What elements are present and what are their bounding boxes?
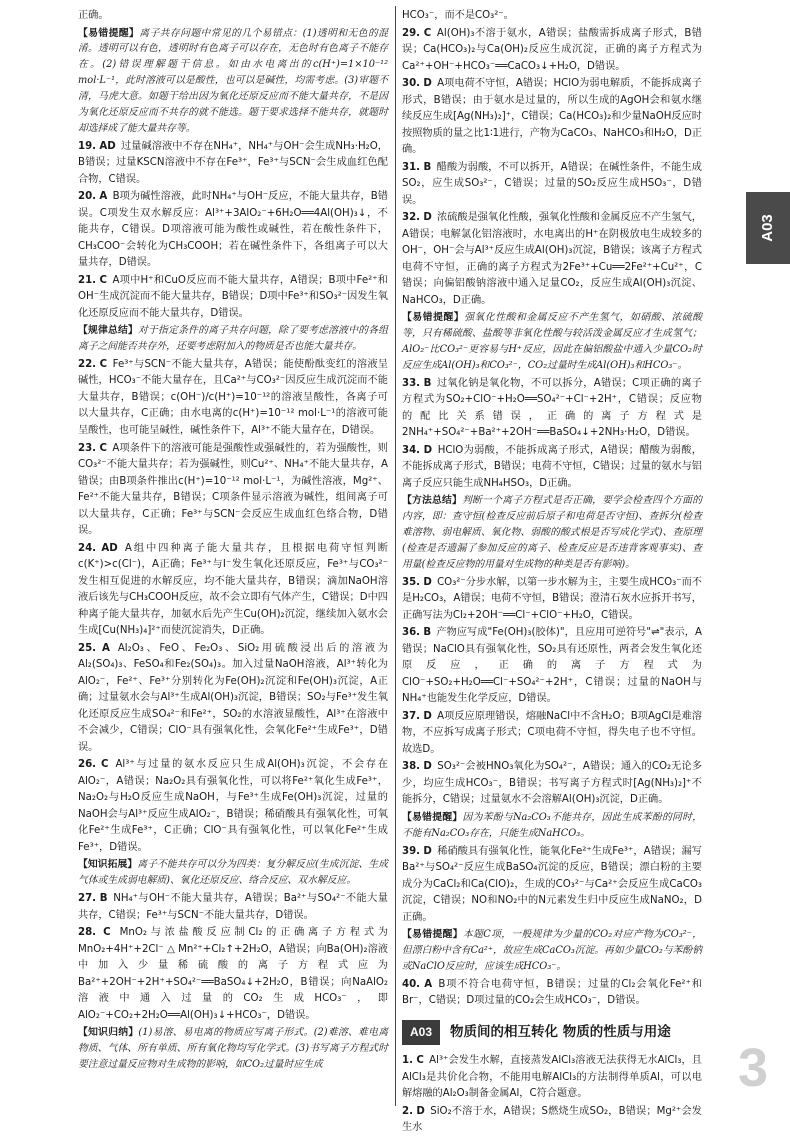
answer-group	[402, 844, 702, 927]
answer-item	[402, 376, 702, 442]
answer-group	[402, 575, 702, 809]
answer-key: D	[416, 1105, 425, 1117]
explanation-text: 浓硫酸是强氧化性酸，强氧化性酸和金属反应不产生氢气，A错误；电解氯化铝溶液时，水电离出的H⁺在阴极放电生成较多的OH⁻，OH⁻会与Al³⁺反应生成Al(OH)₃沉淀，B错误；该离子方程式电荷不守恒，正确的离子方程式为2Fe³⁺+Cu══2Fe²⁺+Cu²⁺，C错误；向偏铝酸钠溶液中通入足量CO₂，反应生成Al(OH)₃沉淀、NaHCO₃，D正确。	[402, 212, 702, 306]
answer-key: C	[99, 274, 108, 286]
tip-box: 【规律总结】对于指定条件的离子共存问题，除了要考虑溶液中的各组离子之间能否共存外，还要考虑附加入的物质是否也能大量共存。	[78, 325, 389, 353]
explanation-text: A组中四种离子能大量共存，且根据电荷守恒判断c(K⁺)>c(Cl⁻)，A正确；Fe³⁺与I⁻发生氧化还原反应，Fe³⁺与CO₃²⁻发生相互促进的水解反应，均不能大量共存，B错误；滴加NaOH溶液后该先与CH₃COOH反应，故不会立即有气体产生，C错误；D中四种离子能大量共存，加氨水后先产生Cu(OH)₂沉淀，继续加入氨水会生成[Cu(NH₃)₄]²⁺而使沉淀消失，D正确。	[78, 542, 388, 637]
answer-item	[78, 641, 388, 757]
explanation-text: B项为碱性溶液，此时NH₄⁺与OH⁻反应，不能大量共存，B错误。C项发生双水解反应：Al³⁺+3AlO₂⁻+6H₂O══4Al(OH)₃↓，不能共存，C错误。D项溶液可能为酸性或碱性，若在酸性条件下，CH₃COO⁻会转化为CH₃COOH；若在碱性条件下，各组离子可以大量共存，D错误。	[78, 191, 388, 269]
explanation-text: A项条件下的溶液可能是强酸性或强碱性的，若为强酸性，则CO₃²⁻不能大量共存；若为强碱性，则Cu²⁺、NH₄⁺不能大量共存，A错误；由B项条件推出c(H⁺)=10⁻¹² mol·L⁻¹，为碱性溶液，Mg²⁺、Fe²⁺不能大量共存，B错误；C项条件显示溶液为碱性，组间离子可以大量共存，C正确；Fe³⁺与SCN⁻会反应生成血红色络合物，D错误。	[78, 442, 388, 537]
answer-item	[402, 709, 702, 759]
explanation-text: NH₄⁺与OH⁻不能大量共存，A错误；Ba²⁺与SO₄²⁻不能大量共存，C错误；Fe³⁺与SCN⁻不能大量共存，D错误。	[78, 893, 388, 921]
explanation-text: SO₃²⁻会被HNO₃氧化为SO₄²⁻，A错误；通入的CO₂无论多少，均应生成HCO₃⁻，B错误；书写离子方程式时[Ag(NH₃)₂]⁺不能拆分，C错误；过量氨水不会溶解Al(OH)₃沉淀，D正确。	[402, 761, 702, 806]
answer-item	[402, 160, 702, 210]
answer-key: D	[423, 710, 432, 722]
explanation-text: 过氧化钠是氧化物，不可以拆分，A错误；C项正确的离子方程式为SO₂+ClO⁻+H₂O══SO₄²⁻+Cl⁻+2H⁺，C错误；反应物的配比关系错误，正确的离子方程式是2NH₄⁺+SO₄²⁻+Ba²⁺+2OH⁻══BaSO₄↓+2NH₃·H₂O，D错误。	[402, 377, 702, 439]
question-number: 31.	[402, 161, 421, 173]
question-number: 35.	[402, 576, 421, 588]
tip-box: 【方法总结】判断一个离子方程式是否正确，要学会检查四个方面的内容，即：查守恒(检查反应前后原子和电荷是否守恒)、查拆分(检查难溶物、弱电解质、氧化物、弱酸的酸式根是否写成化学式)、查原理(检查是否遗漏了参加反应的离子、检查反应是否违背客观事实)、查用量(检查反应物的用量对生成物的种类是否有影响)。	[402, 495, 703, 570]
continued-text: HCO₃⁻，而不是CO₃²⁻。	[402, 10, 514, 21]
question-number: 37.	[402, 710, 421, 722]
answer-key: C	[423, 27, 432, 39]
answer-item	[78, 357, 388, 440]
tip-box: 【易错提醒】因为苯酚与Na₂CO₃不能共存，因此生成苯酚的同时，不能有Na₂CO₃存在，只能生成NaHCO₃。	[402, 811, 703, 839]
question-number: 33.	[402, 377, 421, 389]
answer-item	[78, 139, 388, 189]
answer-item	[402, 977, 702, 1010]
answer-item	[78, 541, 388, 640]
explanation-text: 稀硝酸具有强氧化性，能氧化Fe²⁺生成Fe³⁺，A错误；漏写Ba²⁺与SO₄²⁻反应生成BaSO₄沉淀的反应，B错误；漂白粉的主要成分为CaCl₂和Ca(ClO)₂，生成的CO₃²⁻与Ca²⁺会反应生成CaCO₃沉淀，C错误；NO和NO₂中的N元素发生归中反应生成NaNO₂，D正确。	[402, 845, 702, 923]
answer-key: B	[99, 893, 108, 905]
answer-key: D	[423, 212, 432, 224]
section-title: 物质间的相互转化 物质的性质与用途	[450, 1023, 671, 1040]
answer-item	[78, 891, 388, 924]
answer-item	[78, 757, 388, 856]
left-column	[78, 8, 388, 1075]
tip-box: 【易错提醒】强氧化性酸和金属反应不产生氢气，如硝酸、浓硫酸等，只有稀硫酸、盐酸等非氧化性酸与较活泼金属反应才生成氢气；AlO₂⁻比CO₃²⁻更容易与H⁺反应，因此在偏铝酸盐中通入少量CO₂时反应生成Al(OH)₃和CO₃²⁻，CO₂过量时生成Al(OH)₃和HCO₃⁻。	[402, 312, 703, 371]
answer-key: B	[423, 627, 432, 639]
explanation-text: Al³⁺会发生水解，直接蒸发AlCl₃溶液无法获得无水AlCl₃，且AlCl₃是共价化合物，不能用电解AlCl₃的方法制得单质Al，可以电解熔融的Al₂O₃制备金属Al，C符合题意。	[402, 1055, 702, 1100]
answer-item	[402, 844, 702, 927]
answer-group	[78, 139, 388, 323]
answer-key: C	[99, 442, 107, 454]
question-number: 34.	[402, 444, 421, 456]
answer-key: C	[416, 1055, 424, 1067]
explanation-text: CO₃²⁻分步水解，以第一步水解为主，主要生成HCO₃⁻而不是H₂CO₃，A错误；电荷不守恒，B错误；澄清石灰水应拆开书写，正确写法为Cl₂+2OH⁻══Cl⁻+ClO⁻+H₂O，C错误。	[402, 576, 702, 621]
answer-item	[402, 76, 702, 159]
answer-key: C	[103, 927, 111, 939]
section-code: A03	[402, 1020, 440, 1045]
answer-item	[78, 441, 388, 540]
answer-key: AD	[99, 140, 116, 152]
question-number: 21.	[78, 274, 97, 286]
right-column	[402, 8, 702, 1138]
explanation-text: HClO为弱酸，不能拆成离子形式，A错误；醋酸为弱酸，不能拆成离子形式，B错误；电荷不守恒，C错误；过量的氨水与铝离子反应只能生成NH₄HSO₃，D正确。	[402, 444, 702, 489]
answer-item	[402, 575, 702, 625]
tip-box: 【知识拓展】离子不能共存可以分为四类：复分解反应(生成沉淀、生成气体或生成弱电解质)、氧化还原反应、络合反应、双水解反应。	[78, 859, 389, 887]
answer-group	[402, 1053, 702, 1137]
question-number: 20.	[78, 191, 97, 203]
question-number: 32.	[402, 212, 421, 224]
explanation-text: Al₂O₃、FeO、Fe₂O₃、SiO₂用硫酸浸出后的溶液为Al₂(SO₄)₃、FeSO₄和Fe₂(SO₄)₃。加入过量NaOH溶液，Al³⁺转化为AlO₂⁻，Fe²⁺、Fe³⁺分别转化为Fe(OH)₂沉淀和Fe(OH)₃沉淀，A正确；过量氨水会与Al³⁺生成Al(OH)₃沉淀，B错误；SO₂与Fe³⁺发生氧化还原反应生成SO₄²⁻和Fe²⁺，SO₂的水溶液显酸性，Al³⁺在溶液中不会减少，C错误；ClO⁻具有强氧化性，会氧化Fe²⁺生成Fe³⁺，D错误。	[78, 642, 388, 753]
explanation-text: MnO₂与浓盐酸反应制Cl₂的正确离子方程式为MnO₂+4H⁺+2Cl⁻ △ Mn²⁺+Cl₂↑+2H₂O，A错误；向Ba(OH)₂溶液中加入少量稀硫酸的离子方程式应为Ba²⁺+2OH⁻+2H⁺+SO₄²⁻══BaSO₄↓+2H₂O，B错误；向NaAlO₂溶液中通入过量的CO₂生成HCO₃⁻，即AlO₂⁻+CO₂+2H₂O══Al(OH)₃↓+HCO₃⁻，D错误。	[78, 927, 388, 1021]
question-number: 30.	[402, 78, 421, 90]
answer-group	[402, 26, 702, 310]
answer-group	[402, 977, 702, 1010]
answer-key: B	[423, 161, 432, 173]
explanation-text: A项电荷不守恒，A错误；HClO为弱电解质，不能拆成离子形式，B错误；由于氨水是过量的，所以生成的AgOH会和氨水继续反应生成[Ag(NH₃)₂]⁺，C错误；Ca(HCO₃)₂和少量NaOH反应时按照物质的量之比1∶1进行，产物为CaCO₃、NaHCO₃和H₂O，D正确。	[402, 78, 702, 156]
page-number: 3	[737, 1037, 768, 1098]
answer-key: AD	[101, 542, 118, 554]
answer-group	[78, 357, 388, 856]
answer-item	[78, 925, 388, 1024]
question-number: 38.	[402, 761, 421, 773]
question-number: 25.	[78, 642, 97, 654]
explanation-text: 过量碱溶液中不存在NH₄⁺，NH₄⁺与OH⁻会生成NH₃·H₂O，B错误；过量KSCN溶液中不存在Fe³⁺，Fe³⁺与SCN⁻会生成血红色配合物，C错误。	[78, 140, 388, 185]
question-number: 26.	[78, 759, 97, 771]
question-number: 28.	[78, 927, 97, 939]
answer-group	[78, 891, 388, 1024]
explanation-text: 产物应写成"Fe(OH)₃(胶体)"，且应用可逆符号"⇌"表示，A错误；NaClO具有强氧化性，SO₂具有还原性，两者会发生氧化还原反应，正确的离子方程式为ClO⁻+SO₂+H₂O══Cl⁻+SO₄²⁻+2H⁺，C错误；过量的NaOH与NH₄⁺也能发生化学反应，D错误。	[402, 627, 702, 705]
answer-item	[402, 26, 702, 76]
tip-box: 【易错提醒】本题C项，一般规律为少量的CO₂对应产物为CO₃²⁻，但漂白粉中含有Ca²⁺，故应生成CaCO₃沉淀。再如少量CO₂与苯酚钠或NaClO反应时，应该生成HCO₃⁻。	[402, 929, 703, 972]
section-side-tab: A03	[746, 192, 790, 264]
answer-key: D	[423, 444, 433, 456]
question-number: 1.	[402, 1055, 413, 1067]
explanation-text: A项中H⁺和CuO反应而不能大量共存，A错误；B项中Fe²⁺和OH⁻生成沉淀而不能大量共存，B错误；D项中Fe³⁺和SO₃²⁻因发生氧化还原反应而不能大量共存，D错误。	[78, 274, 388, 319]
question-number: 29.	[402, 27, 421, 39]
tip-box: 【知识归纳】(1)易溶、易电离的物质应写离子形式。(2)难溶、难电离物质、气体、所有单质、所有氧化物均写化学式。(3)书写离子方程式时要注意过量反应物对生成物的影响，如CO₂过量时应生成	[78, 1027, 388, 1070]
answer-group	[402, 376, 702, 493]
explanation-text: 醋酸为弱酸，不可以拆开，A错误；在碱性条件，不能生成SO₂，应生成SO₃²⁻，C错误；过量的SO₂反应生成HSO₃⁻，D错误。	[402, 161, 702, 206]
explanation-text: Fe³⁺与SCN⁻不能大量共存，A错误；能使酚酞变红的溶液呈碱性，HCO₃⁻不能大量存在，且Ca²⁺与CO₃²⁻因反应生成沉淀而不能大量共存，B错误；c(OH⁻)/c(H⁺)=10⁻¹²的溶液呈酸性，各离子可以大量共存，C正确；由水电离的c(H⁺)=10⁻¹² mol·L⁻¹的溶液可能呈酸性，也可能呈碱性，碱性条件下，Al³⁺不能大量存在，D错误。	[78, 358, 388, 436]
answer-key: D	[423, 761, 432, 773]
question-number: 27.	[78, 893, 97, 905]
explanation-text: SiO₂不溶于水，A错误；S燃烧生成SO₂，B错误；Mg²⁺会发生水	[402, 1105, 702, 1134]
answer-key: C	[101, 759, 109, 771]
section-heading	[402, 1020, 702, 1045]
question-number: 24.	[78, 542, 97, 554]
explanation-text: Al³⁺与过量的氨水反应只生成Al(OH)₃沉淀，不会存在AlO₂⁻，A错误；Na₂O₂具有强氧化性，可以将Fe²⁺氧化生成Fe³⁺，Na₂O₂与H₂O反应生成NaOH，与Fe³⁺生成Fe(OH)₃沉淀，过量的NaOH会与Al³⁺反应生成AlO₂⁻，B错误；稀硝酸具有强氧化性，可氧化Fe²⁺生成Fe³⁺，C正确；ClO⁻具有强氧化性，可以氧化Fe²⁺生成Fe³⁺，D错误。	[78, 759, 388, 853]
question-number: 36.	[402, 627, 421, 639]
answer-key: A	[99, 191, 108, 203]
question-number: 40.	[402, 978, 421, 990]
answer-item	[402, 443, 702, 493]
answer-key: D	[423, 78, 432, 90]
question-number: 2.	[402, 1105, 413, 1117]
explanation-text: Al(OH)₃不溶于氨水，A错误；盐酸需拆成离子形式，B错误；Ca(HCO₃)₂与Ca(OH)₂反应生成沉淀，正确的离子方程式为Ca²⁺+OH⁻+HCO₃⁻══CaCO₃↓+H₂O，D错误。	[402, 27, 702, 72]
answer-key: C	[99, 358, 108, 370]
question-number: 23.	[78, 442, 97, 454]
tip-box: 【易错提醒】离子共存问题中常见的几个易错点：(1)透明和无色的混淆。透明可以有色，透明时有色离子可以存在，无色时有色离子不能存在。(2)错误理解题干信息。如由水电离出的c(H⁺)=1×10⁻¹² mol·L⁻¹，此时溶液可以是酸性，也可以是碱性，均需考虑。(3)审题不清，马虎大意。如题干给出因为氧化还原反应而不能大量共存，不是因为氧化还原反应而不共存的就不能选。题干要求选择不能共存，就题时却选择成了能大量共存等。	[78, 27, 388, 134]
continued-text: 正确。	[78, 10, 109, 21]
answer-item	[402, 759, 702, 809]
question-number: 19.	[78, 140, 97, 152]
explanation-text: A项反应原理错误，熔融NaCl中不含H₂O；B项AgCl是难溶物，不应拆写成离子形式；C项电荷不守恒，得失电子也不守恒。故选D。	[402, 710, 702, 755]
answer-item	[78, 273, 388, 323]
answer-item	[402, 1053, 702, 1103]
explanation-text: B项不符合电荷守恒，B错误；过量的Cl₂会氧化Fe²⁺和Br⁻，C错误；D项过量的CO₂会生成HCO₃⁻，D错误。	[402, 978, 702, 1007]
question-number: 39.	[402, 845, 421, 857]
answer-item	[402, 210, 702, 309]
answer-key: A	[424, 978, 433, 990]
question-number: 22.	[78, 358, 97, 370]
answer-key: B	[423, 377, 432, 389]
column-divider	[395, 6, 396, 1106]
answer-key: A	[102, 642, 110, 654]
answer-item	[402, 625, 702, 708]
answer-key: D	[423, 845, 432, 857]
answer-item	[78, 189, 388, 272]
answer-item	[402, 1104, 702, 1137]
answer-key: D	[423, 576, 432, 588]
